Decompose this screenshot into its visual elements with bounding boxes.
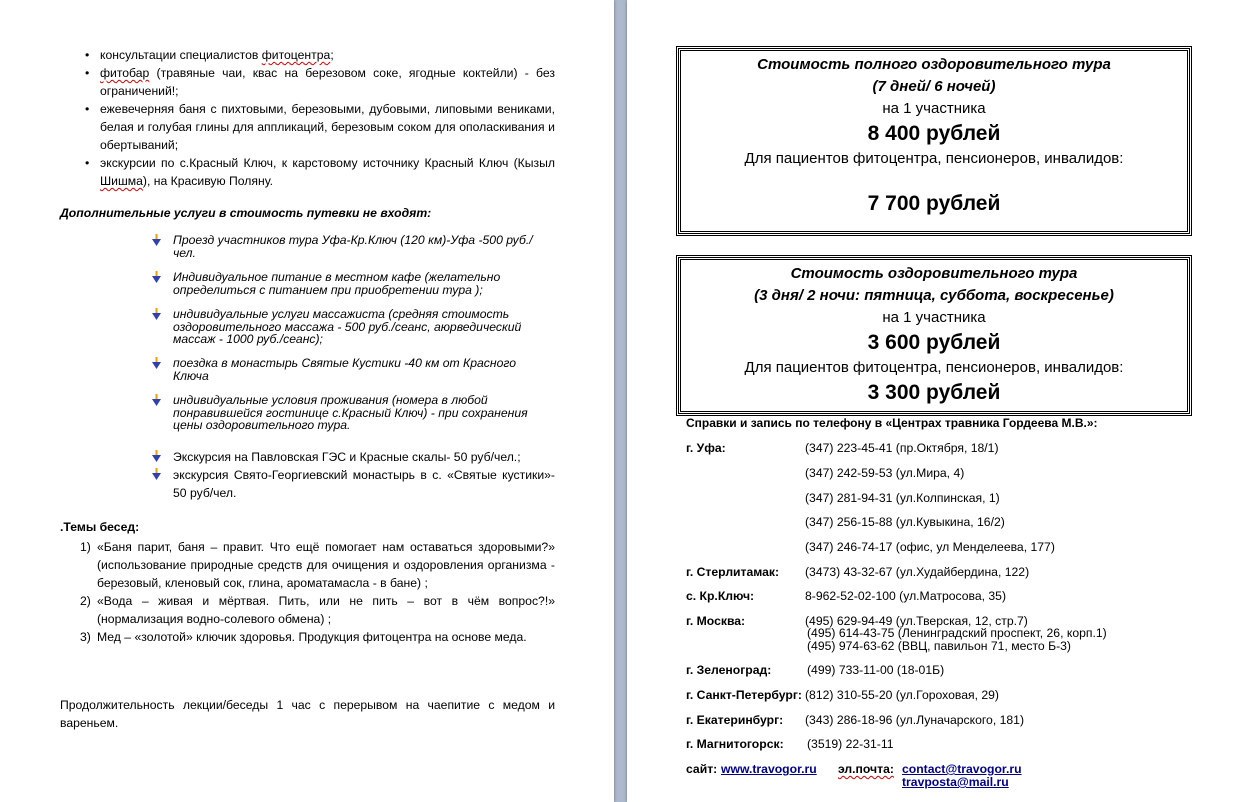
phone-line: (347) 256-15-88 (ул.Кувыкина, 16/2) xyxy=(805,515,1005,529)
additional-services-list xyxy=(173,357,553,382)
topics-list xyxy=(60,538,555,646)
list-item: экскурсия Свято-Георгиевский монастырь в с. «Святые кустики»- 50 руб/чел. xyxy=(173,466,555,502)
email-link[interactable]: contact@travogor.ru xyxy=(902,762,1022,776)
list-item: • экскурсии по с.Красный Ключ, к карстовому источнику Красный Ключ (Кызыл Шишма), на Красивую Поляну. xyxy=(100,154,555,190)
phone-line: (499) 733-11-00 (18-01Б) xyxy=(807,663,945,677)
phone-line: (347) 223-45-41 (пр.Октября, 18/1) xyxy=(805,441,999,455)
additional-services-list xyxy=(173,394,553,432)
arrow-bullet-icon xyxy=(152,357,161,370)
phone-line: 8-962-52-02-100 (ул.Матросова, 35) xyxy=(805,589,1007,603)
discount-label: Для пациентов фитоцентра, пенсионеров, инвалидов: xyxy=(744,359,1124,376)
city-label: г. Москва: xyxy=(686,614,746,628)
document-page-left xyxy=(0,0,614,802)
email-label: эл.почта: xyxy=(838,762,894,776)
email-link[interactable]: travposta@mail.ru xyxy=(902,775,1009,789)
list-item: индивидуальные условия проживания (номера в любой понравившейся гостинице с.Красный Ключ) - при сохранения цены оздоровительного тура. xyxy=(173,394,553,432)
arrow-bullet-icon xyxy=(152,271,161,284)
site-label: сайт: xyxy=(686,762,718,776)
short-tour-price-box xyxy=(678,257,1190,414)
additional-services-list xyxy=(173,308,553,346)
list-item: Экскурсия на Павловская ГЭС и Красные скалы- 50 руб/чел.; xyxy=(173,448,555,466)
contacts-heading: Справки и запись по телефону в «Центрах травника Гордеева М.В.»: xyxy=(686,416,1098,430)
additional-services-list xyxy=(173,234,553,259)
list-item: Проезд участников тура Уфа-Кр.Ключ (120 км)-Уфа -500 руб./чел. xyxy=(173,234,553,259)
additional-services-heading: Дополнительные услуги в стоимость путевки не входят: xyxy=(60,206,432,220)
arrow-bullet-icon xyxy=(152,234,161,247)
phone-line: (347) 281-94-31 (ул.Колпинская, 1) xyxy=(805,491,1000,505)
city-label: г. Магнитогорск: xyxy=(686,737,784,751)
website-link[interactable]: www.travogor.ru xyxy=(721,762,817,776)
document-page-right xyxy=(627,0,1233,802)
phone-line: (495) 974-63-62 (ВВЦ, павильон 71, место Б-3) xyxy=(807,639,1071,653)
list-item: 2) «Вода – живая и мёртвая. Пить, или не пить – вот в чём вопрос?!» (нормализация водно-солевого обмена) ; xyxy=(80,594,555,626)
discount-label: Для пациентов фитоцентра, пенсионеров, инвалидов: xyxy=(744,150,1124,167)
additional-services-list xyxy=(173,271,553,296)
city-label: г. Стерлитамак: xyxy=(686,565,780,579)
list-item: • фитобар (травяные чаи, квас на березовом соке, ягодные коктейли) - без ограничений!; xyxy=(100,64,555,100)
city-label: с. Кр.Ключ: xyxy=(686,589,755,603)
lecture-duration-text: Продолжительность лекции/беседы 1 час с перерывом на чаепитие с медом и вареньем. xyxy=(60,698,555,730)
per-participant: на 1 участника xyxy=(882,309,986,326)
city-label: г. Уфа: xyxy=(686,441,726,455)
phone-line: (495) 629-94-49 (ул.Тверская, 12, стр.7) xyxy=(805,614,1028,628)
arrow-bullet-icon xyxy=(152,308,161,321)
box-subtitle: (3 дня/ 2 ночи: пятница, суббота, воскресенье) xyxy=(754,287,1114,304)
list-item: 3) Мед – «золотой» ключик здоровья. Продукция фитоцентра на основе меда. xyxy=(80,630,527,644)
included-services-list xyxy=(100,46,555,190)
discount-price: 7 700 рублей xyxy=(867,192,1001,215)
full-tour-price-box xyxy=(678,48,1190,234)
arrow-bullet-icon xyxy=(152,394,161,407)
phone-line: (812) 310-55-20 (ул.Гороховая, 29) xyxy=(805,688,999,702)
list-item: индивидуальные услуги массажиста (средняя стоимость оздоровительного массажа - 500 руб./сеанс, аюрведический массаж - 1000 руб./сеанс); xyxy=(173,308,553,346)
topics-heading: .Темы бесед: xyxy=(60,520,140,534)
list-item: • консультации специалистов фитоцентра; xyxy=(100,46,555,64)
box-title: Стоимость оздоровительного тура xyxy=(790,265,1078,282)
box-subtitle: (7 дней/ 6 ночей) xyxy=(872,78,996,95)
box-title: Стоимость полного оздоровительного тура xyxy=(757,56,1111,73)
list-item: 1) «Баня парит, баня – правит. Что ещё помогает нам оставаться здоровыми?» (использование природные средств для очищения и оздоровления организма - березовый, кленовый сок, глина, ароматамасла - в бане) ; xyxy=(80,540,555,590)
list-item: поездка в монастырь Святые Кустики -40 км от Красного Ключа xyxy=(173,357,553,382)
per-participant: на 1 участника xyxy=(882,100,986,117)
city-label: г. Санкт-Петербург: xyxy=(686,688,802,702)
discount-price: 3 300 рублей xyxy=(867,381,1001,404)
price: 8 400 рублей xyxy=(867,122,1001,145)
phone-line: (3519) 22-31-11 xyxy=(807,737,894,751)
city-label: г. Зеленоград: xyxy=(686,663,772,677)
list-item: Индивидуальное питание в местном кафе (желательно определиться с питанием при приобретении тура ); xyxy=(173,271,553,296)
excursions-list xyxy=(173,448,555,502)
phone-line: (347) 246-74-17 (офис, ул Менделеева, 177) xyxy=(805,540,1055,554)
arrow-bullet-icon xyxy=(152,468,161,481)
phone-line: (343) 286-18-96 (ул.Луначарского, 181) xyxy=(805,713,1025,727)
phone-line: (347) 242-59-53 (ул.Мира, 4) xyxy=(805,466,965,480)
price: 3 600 рублей xyxy=(867,331,1001,354)
phone-line: (3473) 43-32-67 (ул.Худайбердина, 122) xyxy=(805,565,1030,579)
list-item: • ежевечерняя баня с пихтовыми, березовыми, дубовыми, липовыми вениками, белая и голубая глины для аппликаций, березовым соком для ополаскивания и обертываний; xyxy=(100,100,555,154)
arrow-bullet-icon xyxy=(152,450,161,463)
city-label: г. Екатеринбург: xyxy=(686,713,784,727)
phone-line: (495) 614-43-75 (Ленинградский проспект, 26, корп.1) xyxy=(807,626,1107,640)
